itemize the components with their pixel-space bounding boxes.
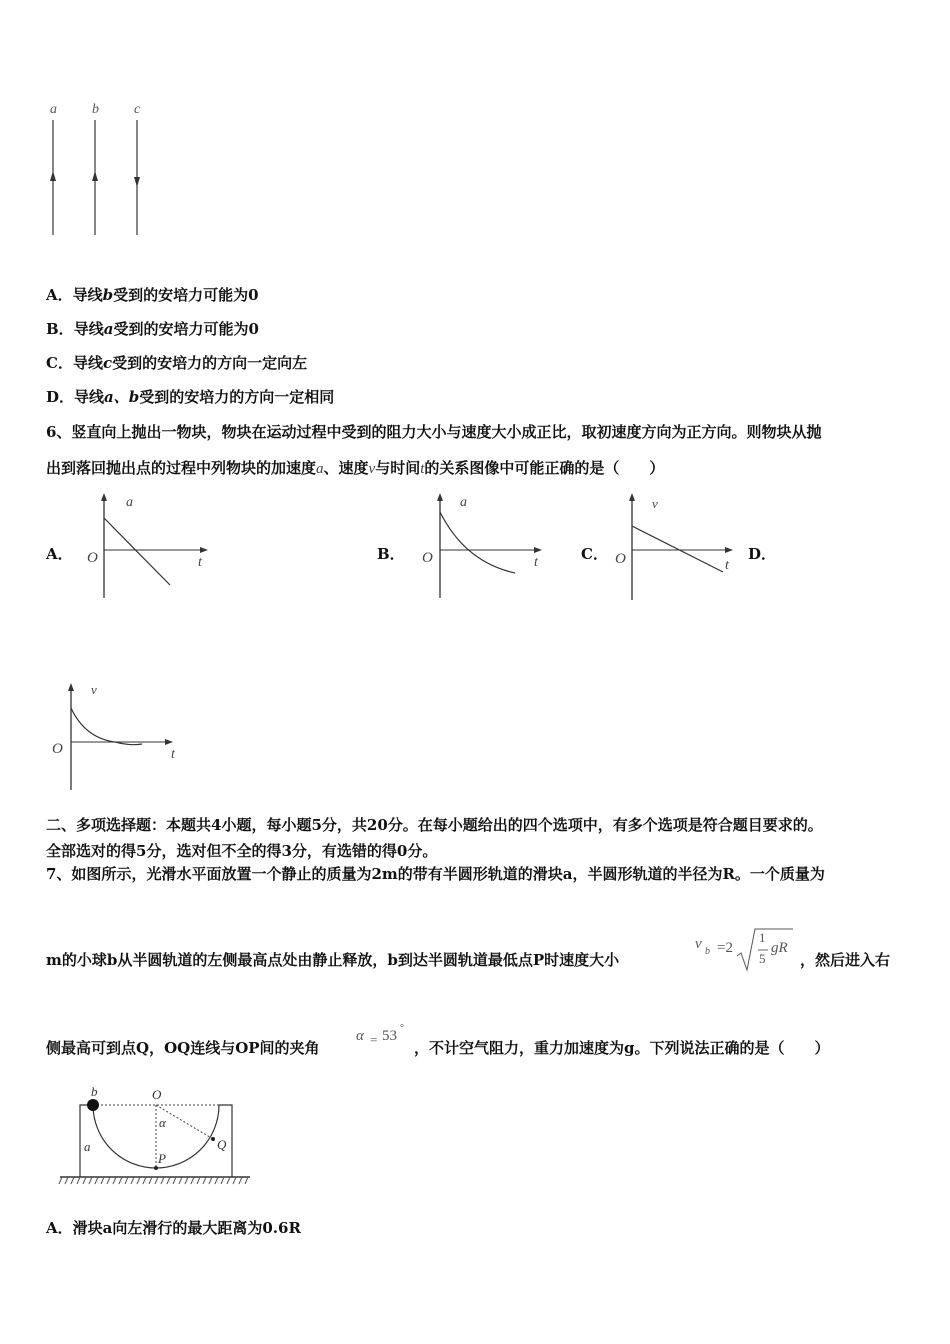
ball-b <box>87 1099 99 1111</box>
graph-b-origin: O <box>422 550 433 566</box>
q7-line3: 侧最高可到点Q，OQ连线与OP间的夹角 <box>46 1039 320 1057</box>
graph-a-a-label: a <box>126 495 133 510</box>
q7-diagram <box>58 1085 258 1190</box>
vb-formula: v b =2 1 5 gR <box>695 926 795 976</box>
q5-option-d[interactable]: D．导线a、b受到的安培力的方向一定相同 <box>46 388 335 406</box>
q5-option-b[interactable]: B．导线a受到的安培力可能为0 <box>46 320 259 338</box>
graph-a[interactable] <box>80 490 220 600</box>
q6-stem-line2: 出到落回抛出点的过程中列物块的加速度a、速度v与时间t的关系图像中可能正确的是（ ） <box>46 459 665 477</box>
graph-c-y-arrow <box>629 493 635 501</box>
wires-figure <box>40 95 160 240</box>
label-alpha: α <box>159 1115 166 1130</box>
graph-c-v-label: v <box>652 496 658 511</box>
label-a: a <box>84 1139 91 1154</box>
graph-d-y-arrow <box>68 683 74 691</box>
graph-d-v-label: v <box>91 682 97 697</box>
q7-line1: 7、如图所示，光滑水平面放置一个静止的质量为2m的带有半圆形轨道的滑块a，半圆形轨道的半径为R。一个质量为 <box>46 865 825 883</box>
graph-c-t-label: t <box>725 558 729 573</box>
graph-a-t-label: t <box>198 555 202 570</box>
q7-line2: m的小球b从半圆轨道的左侧最高点处由静止释放，b到达半圆轨道最低点P时速度大小 <box>46 951 620 969</box>
graph-b-t-label: t <box>534 555 538 570</box>
q6-stem-line1: 6、竖直向上抛出一物块，物块在运动过程中受到的阻力大小与速度大小成正比，取初速度方向为正方向。则物块从抛 <box>46 423 822 441</box>
graph-b-a-label: a <box>460 495 467 510</box>
graph-d-origin: O <box>52 741 63 757</box>
graph-b-x-arrow <box>534 547 542 553</box>
label-q: Q <box>217 1137 227 1152</box>
label-p: P <box>158 1151 166 1166</box>
wire-label-a: a <box>50 102 57 117</box>
graph-c-origin: O <box>615 551 626 567</box>
q7-line2-end: ，然后进入右 <box>800 951 891 969</box>
wire-c-arrow-down <box>134 177 140 187</box>
label-o: O <box>152 1087 162 1102</box>
graph-d-curve <box>71 708 142 745</box>
graph-b[interactable] <box>410 490 555 605</box>
graph-d[interactable] <box>45 680 190 795</box>
ground-hatch <box>59 1177 248 1184</box>
q6-option-d-label[interactable]: D． <box>748 545 777 563</box>
section2-line2: 全部选对的得5分，选对但不全的得3分，有选错的得0分。 <box>46 842 438 860</box>
q6-option-b-label[interactable]: B． <box>377 545 405 563</box>
graph-b-curve <box>440 512 515 573</box>
q5-option-a[interactable]: A．导线b受到的安培力可能为0 <box>46 286 259 304</box>
q6-option-c-label[interactable]: C． <box>581 545 608 563</box>
point-p <box>154 1166 158 1170</box>
q7-line3-end: ，不计空气阻力，重力加速度为g。下列说法正确的是（ ） <box>414 1039 830 1057</box>
wire-label-b: b <box>92 102 99 117</box>
label-b: b <box>91 1085 98 1099</box>
alpha-formula: α = 53 ° <box>356 1023 404 1047</box>
graph-c[interactable] <box>605 490 750 605</box>
point-q <box>211 1137 215 1141</box>
q5-option-c[interactable]: C．导线c受到的安培力的方向一定向左 <box>46 354 308 372</box>
graph-a-curve <box>104 518 170 585</box>
wire-label-c: c <box>134 102 141 117</box>
graph-d-x-arrow <box>165 739 173 745</box>
section2-line1: 二、多项选择题：本题共4小题，每小题5分，共20分。在每小题给出的四个选项中，有多个选项是符合题目要求的。 <box>46 816 823 834</box>
graph-a-x-arrow <box>200 547 208 553</box>
graph-c-x-arrow <box>725 547 733 553</box>
graph-d-t-label: t <box>171 747 175 762</box>
wire-b-arrow-up <box>92 171 98 181</box>
graph-a-y-arrow <box>101 493 107 501</box>
wire-a-arrow-up <box>50 171 56 181</box>
graph-c-curve <box>632 526 723 572</box>
q6-option-a-label[interactable]: A． <box>46 545 73 563</box>
q7-option-a[interactable]: A．滑块a向左滑行的最大距离为0.6R <box>46 1219 301 1237</box>
graph-a-origin: O <box>87 550 98 566</box>
graph-b-y-arrow <box>437 493 443 501</box>
